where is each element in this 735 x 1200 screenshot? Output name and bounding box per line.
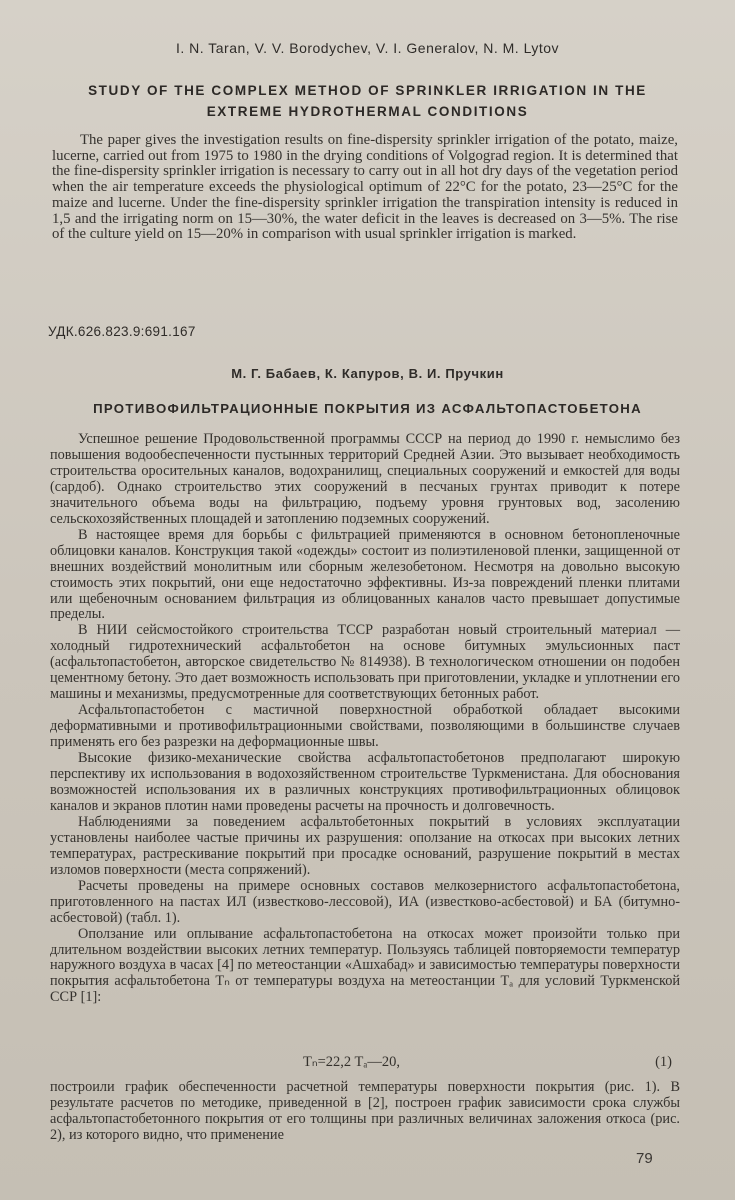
- paragraph: Расчеты проведены на примере основных составов мелкозернистого асфальтопастобетона, приготовленного на пастах ИЛ (известково-лессовой), ИА (известково-асбестовой) и БА (битумно-асбестовой) (табл. 1).: [50, 877, 680, 926]
- formula-row: [50, 1054, 680, 1074]
- udk-code: УДК.626.823.9:691.167: [48, 324, 196, 339]
- english-title-line-1: STUDY OF THE COMPLEX METHOD OF SPRINKLER IRRIGATION IN THE: [88, 83, 647, 98]
- russian-article-body: [50, 432, 680, 1006]
- english-authors: I. N. Taran, V. V. Borodychev, V. I. Generalov, N. M. Lytov: [175, 40, 560, 56]
- paragraph: Асфальтопастобетон с мастичной поверхностной обработкой обладает высокими деформативными и противофильтрационными свойствами, позволяющими в большинстве случаев применять его без разрезки на деформационные швы.: [50, 702, 680, 751]
- russian-title: ПРОТИВОФИЛЬТРАЦИОННЫЕ ПОКРЫТИЯ ИЗ АСФАЛЬТОПАСТОБЕТОНА: [93, 401, 642, 416]
- english-abstract: [52, 133, 678, 243]
- paragraph: Оползание или оплывание асфальтопастобетона на откосах может произойти только при длительном воздействии высоких летних температур. Пользуясь таблицей повторяемости температур наружного воздуха в часах [4] по метеостанции «Ашхабад» и зависимостью температуры поверхности покрытия асфальтобетона Tₙ от температуры воздуха на метеостанции Tₐ для условий Туркменской ССР [1]:: [50, 925, 680, 1006]
- page-number: 79: [636, 1150, 653, 1167]
- paragraph: В НИИ сейсмостойкого строительства ТССР разработан новый строительный материал — холодный гидротехнический асфальтобетон на основе битумных эмульсионных паст (асфальтопастобетон, авторское свидетельство № 814938). В технологическом отношении он подобен цементному бетону. Это дает возможность использовать при приготовлении, укладке и уплотнении его машины и механизмы, предусмотренные для соответствующих бетонных работ.: [50, 622, 680, 703]
- paragraph: Высокие физико-механические свойства асфальтопастобетонов предполагают широкую перспективу их использования в водохозяйственном строительстве Туркменистана. Для обоснования возможностей использования их в различных конструкциях противофильтрационных облицовок каналов и экранов плотин нами проведены расчеты на прочность и долговечность.: [50, 750, 680, 814]
- paragraph: В настоящее время для борьбы с фильтрацией применяются в основном бетонопленочные облицовки каналов. Конструкция такой «одежды» состоит из полиэтиленовой пленки, защищенной от внешних воздействий монолитным или сборным железобетоном. Несмотря на довольно высокую стоимость этих покрытий, они еще недостаточно эффективны. Из-за повреждений пленки плитами или щебеночным основанием фильтрация из облицованных каналов часто превышает допустимые пределы.: [50, 526, 680, 623]
- paragraph: построили график обеспеченности расчетной температуры поверхности покрытия (рис. 1). В результате расчетов по методике, приведенной в [2], построен график зависимости срока службы асфальтопастобетонного покрытия от его толщины при различных величинах заложения откоса (рис. 2), из которого видно, что применение: [50, 1079, 680, 1143]
- paragraph: Наблюдениями за поведением асфальтобетонных покрытий в условиях эксплуатации установлены наиболее частые причины их разрушения: оползание на откосах при высоких летних температурах, растрескивание покрытий при просадке оснований, разрушение покрытий в местах изломов поверхности (места сопряжений).: [50, 813, 680, 878]
- english-title-line-2: EXTREME HYDROTHERMAL CONDITIONS: [206, 104, 529, 119]
- formula-number: (1): [655, 1054, 672, 1070]
- paragraph: Успешное решение Продовольственной программы СССР на период до 1990 г. немыслимо без повышения водообеспеченности пустынных территорий Средней Азии. Это вызывает необходимость строительства оросительных каналов, водохранилищ, специальных сооружений и емкостей для воды (сардоб). Однако строительство этих сооружений в песчаных грунтах приводит к потере значительного объема воды на фильтрацию, подъему уровня грунтовых вод, засолению сельскохозяйственных площадей и затоплению подземных сооружений.: [50, 431, 680, 527]
- formula: Tₙ=22,2 Tₐ—20,: [303, 1054, 400, 1070]
- english-title: [30, 80, 705, 122]
- english-abstract-text: The paper gives the investigation results on fine-dispersity sprinkler irrigation of the potato, maize, lucerne, carried out from 1975 to 1980 in the drying conditions of Volgograd region. It is determined that the fine-dispersity sprinkler irrigation is necessary to carry out in all hot dry days of the vegetation period when the air temperature exceeds the physiological optimum of 22°C for the potato, 23—25°C for the maize and lucerne. Under the fine-dispersity sprinkler irrigation the transpiration intensity is reduced in 1,5 and the irrigating norm on 15—30%, the water deficit in the leaves is decreased on 3—5%. The rise of the culture yield on 15—20% in comparison with usual sprinkler irrigation is marked.: [52, 132, 678, 243]
- russian-authors: М. Г. Бабаев, К. Капуров, В. И. Пручкин: [231, 366, 504, 381]
- russian-article-continuation: [50, 1080, 680, 1144]
